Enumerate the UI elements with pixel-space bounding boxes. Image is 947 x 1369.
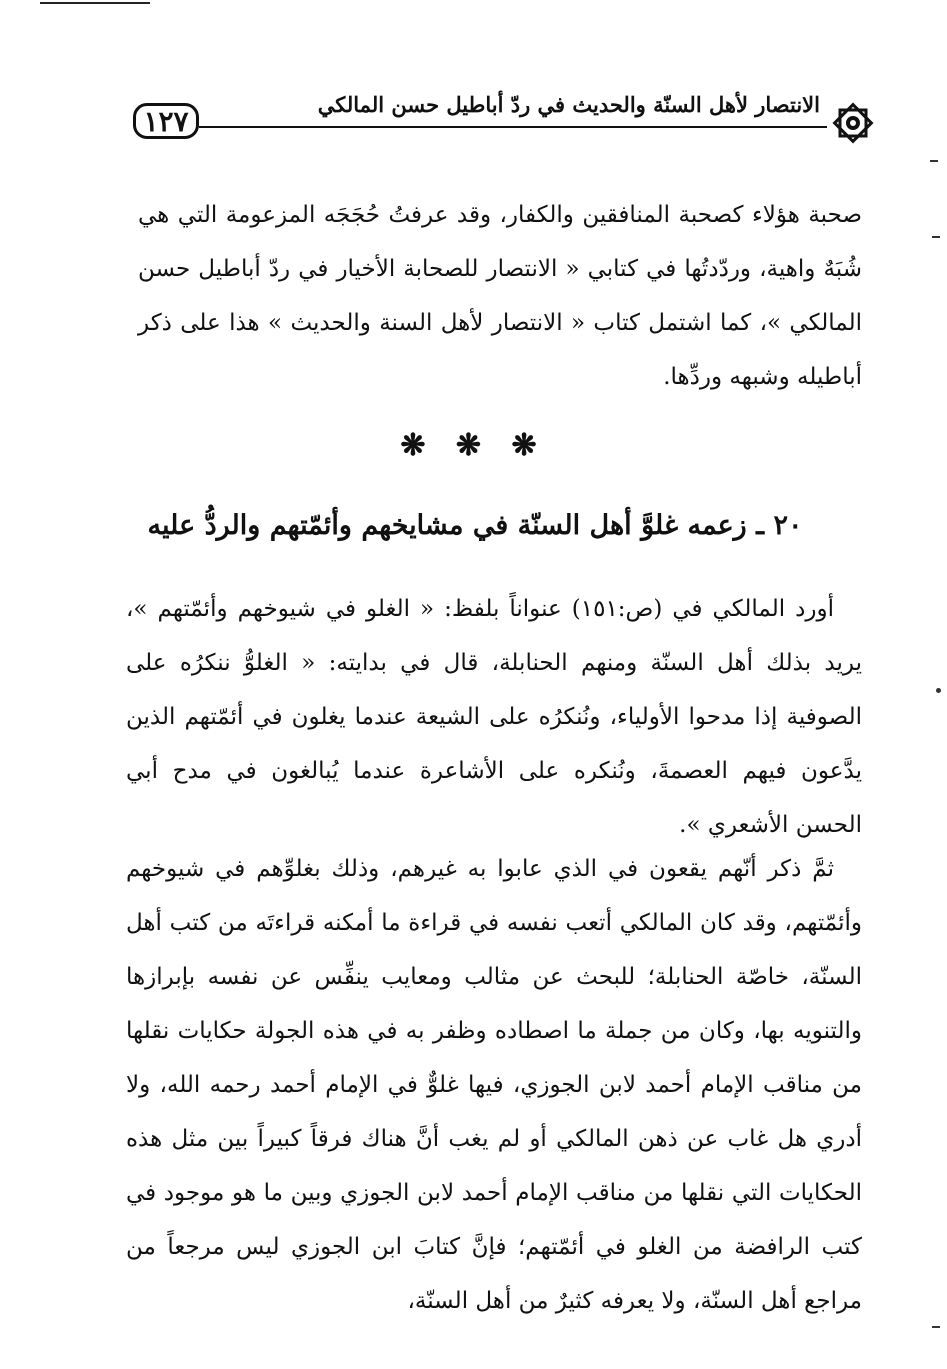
section-separator: ❋ ❋ ❋ [400,428,547,463]
margin-mark [936,688,941,693]
paragraph-3: ثمَّ ذكر أنّهم يقعون في الذي عابوا به غيرهم، وذلك بغلوِّهم في شيوخهم وأئمّتهم، وقد كان المالكي أتعب نفسه في قراءة ما أمكنه قراءتَه من كتب أهل السنّة، خاصّة الحنابلة؛ للبحث عن مثالب ومعايب ينفِّس عن نفسه بإبرازها والتنويه بها، وكان من جملة ما اصطاده وظفر به في هذه الجولة حكايات نقلها من مناقب الإمام أحمد لابن الجوزي، فيها غلوٌّ في الإمام أحمد رحمه الله، ولا أدري هل غاب عن ذهن المالكي أو لم يغب أنَّ هناك فرقاً كبيراً بين مثل هذه الحكايات التي نقلها من مناقب الإمام أحمد لابن الجوزي وبين ما هو موجود في كتب الرافضة من الغلو في أئمّتهم؛ فإنَّ كتابَ ابن الجوزي ليس مرجعاً من مراجع أهل السنّة، ولا يعرفه كثيرٌ من أهل السنّة، [126,856,862,1314]
running-title: الانتصار لأهل السنّة والحديث في ردّ أباطيل حسن المالكي [317,92,820,117]
paragraph-1: صحبة هؤلاء كصحبة المنافقين والكفار، وقد عرفتُ حُجَجَه المزعومة التي هي شُبَهٌ واهية، وردّدتُها في كتابي « الانتصار للصحابة الأخيار في ردّ أباطيل حسن المالكي »، كما اشتمل كتاب « الانتصار لأهل السنة والحديث » هذا على ذكر أباطيله وشبهه وردِّها. [138,202,862,390]
scan-edge-line [40,2,150,4]
header-rule [199,126,827,128]
margin-mark [932,236,940,238]
page-header [100,90,890,170]
section-heading: ٢٠ ـ زعمه غلوَّ أهل السنّة في مشايخهم وأئمّتهم والردُّ عليه [147,510,803,541]
eight-point-star-ornament-icon [830,100,876,146]
paragraph-2: أورد المالكي في (ص:١٥١) عنواناً بلفظ: « الغلو في شيوخهم وأئمّتهم »، يريد بذلك أهل السنّة ومنهم الحنابلة، قال في بدايته: « الغلوُّ ننكرُه على الصوفية إذا مدحوا الأولياء، ونُنكرُه على الشيعة عندما يغلون في أئمّتهم الذين يدَّعون فيهم العصمةَ، ونُنكره على الأشاعرة عندما يُبالغون في مدح أبي الحسن الأشعري ». [126,596,862,838]
margin-mark [930,160,938,162]
margin-mark [932,1326,940,1328]
page-number: ١٢٧ [133,103,199,139]
